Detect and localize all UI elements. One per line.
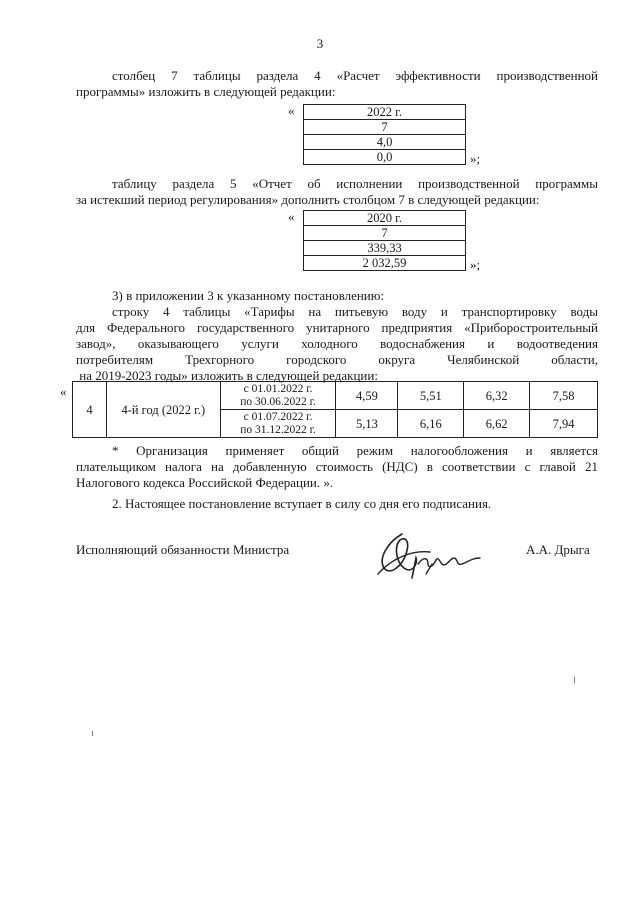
paragraph-line: за истекший период регулирования» дополнить столбцом 7 в следующей редакции: [76, 192, 540, 207]
tariff-value: 5,13 [336, 410, 398, 438]
tariff-value: 7,94 [530, 410, 598, 438]
paragraph-appendix3: 3) в приложении 3 к указанному постановлению: [112, 288, 385, 303]
paragraph-line: программы» изложить в следующей редакции: [76, 84, 336, 99]
tariff-value: 4,59 [336, 382, 398, 410]
efficiency-column-table [303, 104, 466, 165]
paragraph-line: столбец 7 таблицы раздела 4 «Расчет эффективности производственной [112, 68, 598, 83]
paragraph-line: плательщиком налога на добавленную стоимость (НДС) в соответствии с главой 21 [76, 459, 598, 474]
tariff-value: 5,51 [398, 382, 464, 410]
open-quote: « [288, 209, 295, 224]
table-cell: 4,0 [304, 135, 466, 150]
paragraph-line: строку 4 таблицы «Тарифы на питьевую воду и транспортировку воды [112, 304, 598, 319]
table-cell: 0,0 [304, 150, 466, 165]
period-to: по 31.12.2022 г. [240, 423, 316, 436]
table-cell: 7 [304, 226, 466, 241]
paragraph-line: Налогового кодекса Российской Федерации. ». [76, 475, 334, 490]
period-cell [220, 410, 336, 438]
signature-image [372, 528, 490, 582]
page-number: 3 [316, 36, 324, 51]
table-cell: 2 032,59 [304, 256, 466, 271]
period-cell [220, 382, 336, 410]
table-cell: 2020 г. [304, 211, 466, 226]
tariff-value: 6,16 [398, 410, 464, 438]
paragraph-line: завод», оказывающего услуги холодного водоснабжения и водоотведения [76, 336, 598, 351]
table-cell: 7 [304, 120, 466, 135]
tariff-value: 6,62 [464, 410, 530, 438]
period-from: с 01.07.2022 г. [243, 410, 313, 423]
table-row [73, 382, 598, 410]
table-cell: 2022 г. [304, 105, 466, 120]
scan-artifact [92, 731, 93, 736]
paragraph-line: * Организация применяет общий режим налогообложения и является [112, 443, 598, 458]
paragraph-line: для Федерального государственного унитарного предприятия «Приборостроительный [76, 320, 598, 335]
paragraph-line: на 2019-2023 годы» изложить в следующей редакции: [76, 368, 378, 383]
table-cell: 339,33 [304, 241, 466, 256]
paragraph-row4 [76, 304, 598, 384]
report-column-table [303, 210, 466, 271]
paragraph-line: потребителям Трехгорного городского округа Челябинской области, [76, 352, 598, 367]
row-number-cell: 4 [73, 382, 107, 438]
open-quote: « [60, 384, 67, 399]
paragraph-line: таблицу раздела 5 «Отчет об исполнении производственной программы [112, 176, 598, 191]
period-from: с 01.01.2022 г. [243, 382, 313, 395]
open-quote: « [288, 103, 295, 118]
paragraph-section5 [76, 176, 598, 208]
period-to: по 30.06.2022 г. [240, 395, 316, 408]
close-quote: »; [470, 257, 481, 272]
tariff-table [72, 381, 598, 438]
signatory-title: Исполняющий обязанности Министра [76, 542, 290, 557]
scan-artifact [574, 677, 575, 683]
paragraph-effective-date: 2. Настоящее постановление вступает в силу со дня его подписания. [112, 496, 492, 511]
close-quote: »; [470, 151, 481, 166]
tariff-value: 7,58 [530, 382, 598, 410]
year-cell: 4-й год (2022 г.) [106, 382, 220, 438]
signatory-name: А.А. Дрыга [526, 542, 590, 557]
paragraph-column7 [76, 68, 598, 100]
tariff-value: 6,32 [464, 382, 530, 410]
tax-note [76, 443, 598, 491]
